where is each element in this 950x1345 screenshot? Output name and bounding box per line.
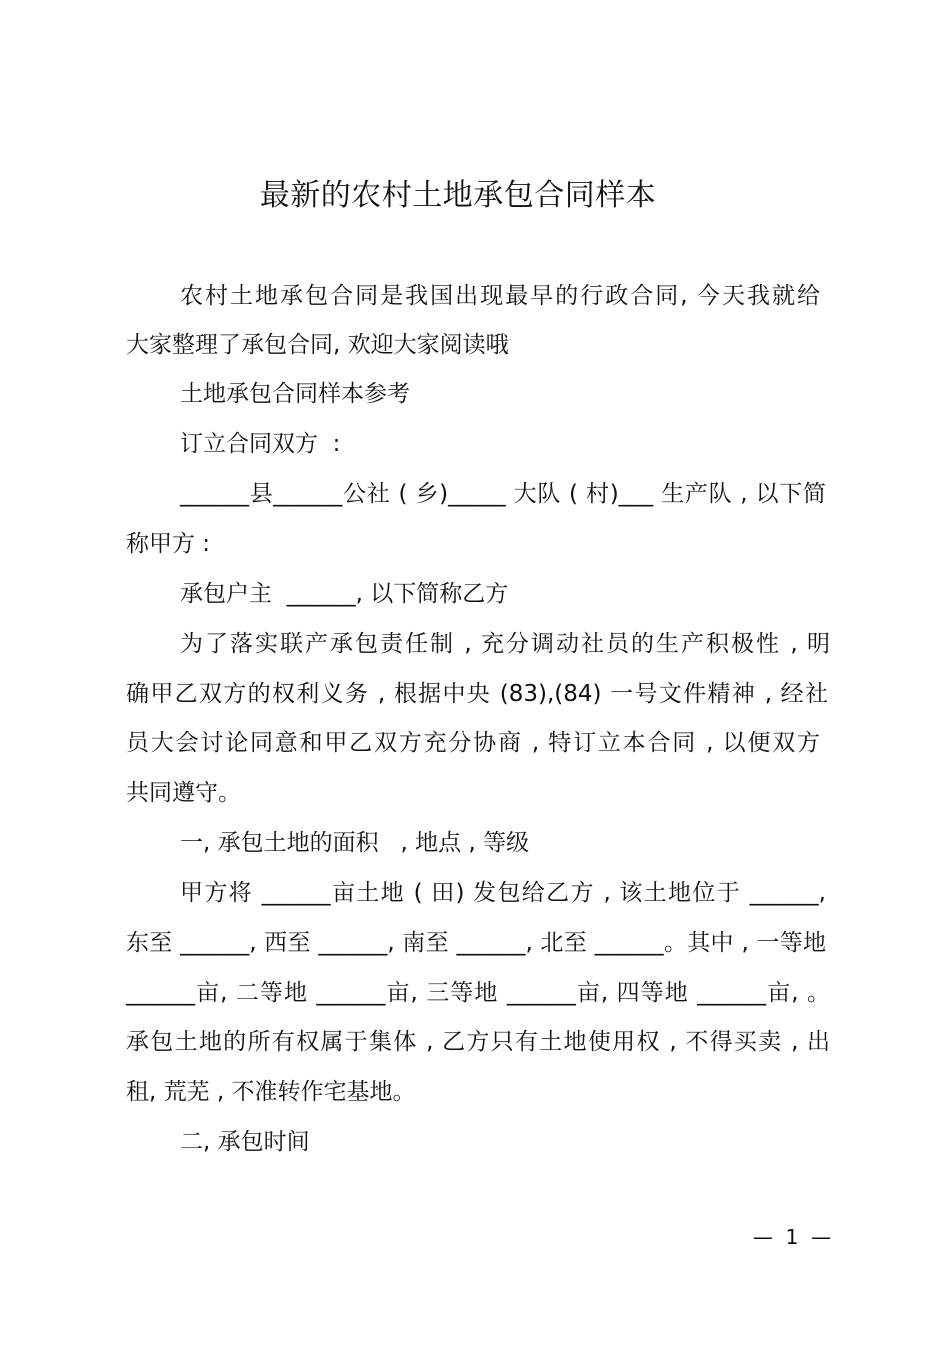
paragraph-line: 共同遵守。 xyxy=(126,780,241,806)
paragraph-line: ______亩, 二等地 ______亩, 三等地 ______亩, 四等地 ______亩, 。 xyxy=(126,980,830,1006)
section-heading: 一, 承包土地的面积 , 地点 , 等级 xyxy=(180,830,530,856)
paragraph-line: 订立合同双方 : xyxy=(180,431,341,457)
paragraph-line: ______县______公社 ( 乡)_____ 大队 ( 村)___ 生产队 , 以下简 xyxy=(180,481,826,507)
paragraph-line: 农村土地承包合同是我国出现最早的行政合同, 今天我就给 xyxy=(180,283,820,309)
paragraph-line: 员大会讨论同意和甲乙双方充分协商 , 特订立本合同 , 以便双方 xyxy=(126,730,820,756)
paragraph-line: 承包土地的所有权属于集体 , 乙方只有土地使用权 , 不得买卖 , 出 xyxy=(126,1029,830,1055)
paragraph-line: 称甲方 : xyxy=(126,531,211,557)
paragraph-line: 大家整理了承包合同, 欢迎大家阅读哦 xyxy=(126,332,509,358)
paragraph-line: 租, 荒芜 , 不准转作宅基地。 xyxy=(126,1079,416,1105)
document-title: 最新的农村土地承包合同样本 xyxy=(259,178,657,213)
paragraph-line: 东至 ______, 西至 ______, 南至 ______, 北至 ______。其中 , 一等地 xyxy=(126,930,826,956)
paragraph-line: 甲方将 ______亩土地 ( 田) 发包给乙方 , 该土地位于 ______, xyxy=(180,880,826,906)
paragraph-line: 确甲乙双方的权利义务 , 根据中央 (83),(84) 一号文件精神 , 经社 xyxy=(126,681,828,707)
paragraph-line: 承包户主 ______, 以下简称乙方 xyxy=(180,581,509,607)
page-number: — 1 — xyxy=(752,1225,832,1249)
paragraph-line: 为了落实联产承包责任制 , 充分调动社员的生产积极性 , 明 xyxy=(180,631,830,657)
section-heading: 二, 承包时间 xyxy=(180,1129,310,1155)
section-heading: 土地承包合同样本参考 xyxy=(180,381,410,407)
